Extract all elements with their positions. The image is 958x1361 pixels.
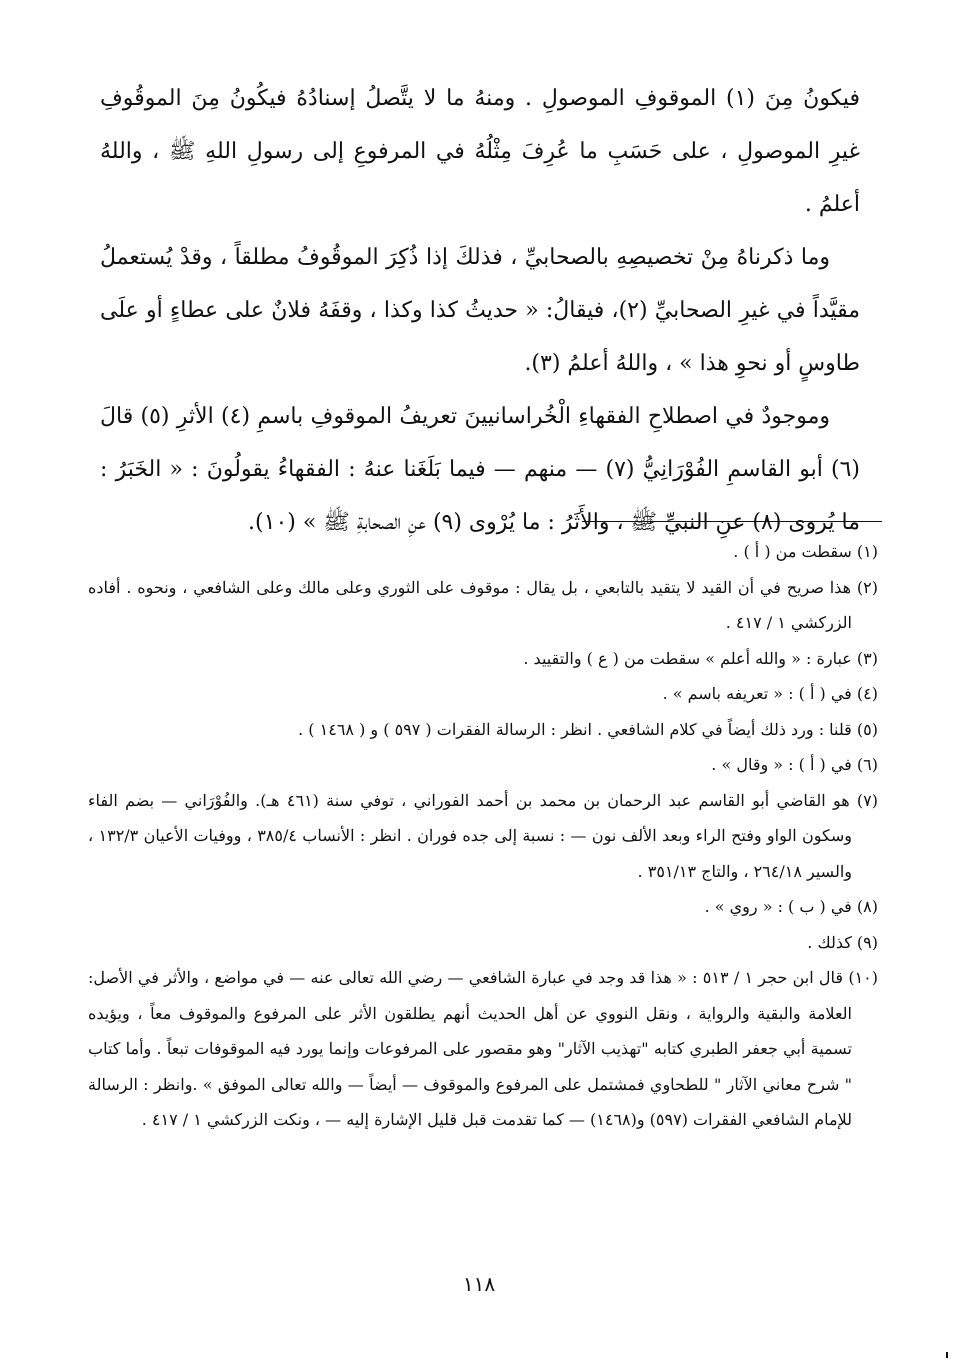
footnote-3: (٣) عبارة : « والله أعلم » سقطت من ( ع ) والتقييد . xyxy=(523,648,878,668)
footnote-7: (٧) هو القاضي أبو القاسم عبد الرحمان بن محمد بن أحمد الفوراني ، توفي سنة (٤٦١ هـ). والفُوْرَاني — بضم الفاء وسكون الواو وفتح الراء وبعد الألف نون — : نسبة إلى جده فوران . انظر : الأنساب ٣٨٥/٤ ، ووفيات الأعيان ١٣٢/٣ ، والسير ٢٦٤/١٨ ، والتاج ٣٥١/١٣ . xyxy=(88,790,878,881)
page-number: ١١٨ xyxy=(462,1272,496,1296)
footnote-2: (٢) هذا صريح في أن القيد لا يتقيد بالتابعي ، بل يقال : موقوف على الثوري وعلى مالك وعلى الشافعي ، ونحوه . أفاده الزركشي ١ / ٤١٧ . xyxy=(88,577,878,632)
main-text xyxy=(100,72,860,549)
main-paragraph-3: وموجودٌ في اصطلاحِ الفقهاءِ الْخُراسانيينَ تعريفُ الموقوفِ باسمِ (٤) الأثرِ (٥) قالَ (٦) أبو القاسمِ الفُوْرَانِيُّ (٧) — منهم — فيما بَلَغَنا عنهُ : الفقهاءُ يقولُونَ : « الخَبَرُ : ما يُروى (٨) عنِ النبيِّ ﷺ ، والأَثَرُ : ما يُرْوى (٩) عنِ الصحابةِ ﷺ » (١٠). xyxy=(100,404,860,535)
main-paragraph-1: فيكونُ مِنَ (١) الموقوفِ الموصولِ . ومنهُ ما لا يتَّصلُ إسنادُهُ فيكُونُ مِنَ الموقُوفِ غيرِ الموصولِ ، على حَسَبِ ما عُرِفَ مِثْلُهُ في المرفوعِ إلى رسولِ اللهِ ﷺ ، واللهُ أعلمُ . xyxy=(100,86,860,217)
footnote-8: (٨) في ( ب ) : « روي » . xyxy=(704,897,878,916)
footnote-5: (٥) قلنا : ورد ذلك أيضاً في كلام الشافعي . انظر : الرسالة الفقرات ( ٥٩٧ ) و ( ١٤٦٨ ) . xyxy=(298,719,878,739)
scan-mark xyxy=(946,1352,948,1358)
footnotes xyxy=(88,534,878,1138)
footnote-separator xyxy=(582,521,882,522)
footnote-1: (١) سقطت من ( أ ) . xyxy=(733,542,878,561)
footnote-10: (١٠) قال ابن حجر ١ / ٥١٣ : « هذا قد وجد في عبارة الشافعي — رضي الله تعالى عنه — في مواضع ، والأثر في الأصل: العلامة والبقية والرواية ، ونقل النووي عن أهل الحديث أنهم يطلقون الأثر على المرفوع والموقوف معاً ، ويؤيده تسمية أبي جعفر الطبري كتابه "تهذيب الآثار" وهو مقصور على المرفوعات وإنما يورد فيه الموقوفات تبعاً . وأما كتاب " شرح معاني الآثار " للطحاوي فمشتمل على المرفوع والموقوف — أيضاً — والله تعالى الموفق » .وانظر : الرسالة للإمام الشافعي الفقرات (٥٩٧) و(١٤٦٨) — كما تقدمت قبل قليل الإشارة إليه — ، ونكت الزركشي ١ / ٤١٧ . xyxy=(88,968,879,1129)
footnote-9: (٩) كذلك . xyxy=(807,932,878,952)
main-paragraph-2: وما ذكرناهُ مِنْ تخصيصِهِ بالصحابيِّ ، فذلكَ إذا ذُكِرَ الموقُوفُ مطلقاً ، وقدْ يُستعملُ مقيَّداً في غيرِ الصحابيِّ (٢)، فيقالُ: « حديثُ كذا وكذا ، وقفَهُ فلانٌ على عطاءٍ أو علَى طاوسٍ أو نحوِ هذا » ، واللهُ أعلمُ (٣). xyxy=(100,245,860,376)
footnote-6: (٦) في ( أ ) : « وقال » . xyxy=(711,755,878,774)
footnote-4: (٤) في ( أ ) : « تعريفه باسم » . xyxy=(662,684,878,703)
